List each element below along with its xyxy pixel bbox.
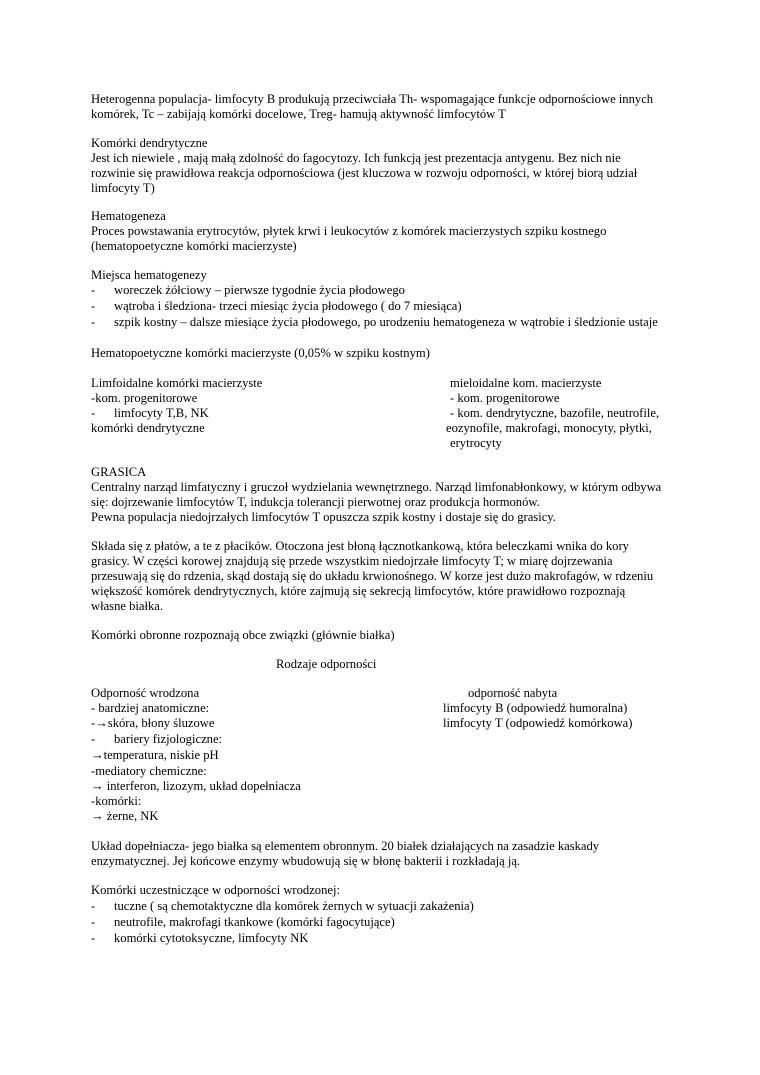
bullet-dash: - (91, 315, 96, 329)
thymus-p3: Komórki obronne rozpoznają obce związki (głównie białka) (91, 628, 395, 642)
immunity-title: Rodzaje odporności (276, 657, 377, 671)
complement-line-1: Układ dopełniacza- jego białka są elementem obronnym. 20 białek działających na zasadzie kaskady (91, 839, 600, 853)
stem-right-5: erytrocyty (450, 436, 502, 450)
innate-line-4-text: temperatura, niskie pH (103, 748, 219, 762)
innate-line-6 (91, 779, 301, 794)
stem-left-1: Limfoidalne komórki macierzyste (91, 376, 263, 390)
dendritic-line-1: Jest ich niewiele , mają małą zdolność do fagocytozy. Ich funkcją jest prezentacja antygenu. Bez nich nie (91, 151, 621, 165)
bullet-dash: - (91, 299, 96, 313)
sites-item-3: szpik kostny – dalsze miesiące życia płodowego, po urodzeniu hematogeneza w wątrobie i śledzionie ustaje (114, 315, 658, 329)
intro-line-2: komórek, Tc – zabijają komórki docelowe, Treg- hamują aktywność limfocytów T (91, 107, 506, 121)
stem-heading: Hematopoetyczne komórki macierzyste (0,05% w szpiku kostnym) (91, 346, 430, 360)
sites-heading: Miejsca hematogenezy (91, 268, 207, 282)
bullet-dash: - (91, 915, 96, 929)
acquired-line-1: limfocyty B (odpowiedź humoralna) (443, 701, 628, 715)
thymus-p1-line-3: Pewna populacja niedojrzałych limfocytów T opuszcza szpik kostny i dostaje się do grasicy. (91, 510, 556, 524)
innate-cells-item-1: tuczne ( są chemotaktyczne dla komórek żernych w sytuacji zakażenia) (114, 899, 474, 913)
stem-right-3: - kom. dendrytyczne, bazofile, neutrofile, (450, 406, 660, 420)
innate-line-3: bariery fizjologiczne: (114, 732, 223, 746)
bullet-dash: - (91, 283, 96, 297)
innate-cells-item-2: neutrofile, makrofagi tkankowe (komórki fagocytujące) (114, 915, 395, 929)
innate-cells-item-3: komórki cytotoksyczne, limfocyty NK (114, 931, 309, 945)
bullet-dash: - (91, 899, 96, 913)
arrow-icon: → (91, 748, 104, 762)
stem-left-3: limfocyty T,B, NK (114, 406, 209, 420)
dendritic-heading: Komórki dendrytyczne (91, 136, 208, 150)
stem-right-1: mieloidalne kom. macierzyste (450, 376, 602, 390)
arrow-icon: → (91, 779, 104, 793)
hematogenesis-line-1: Proces powstawania erytrocytów, płytek krwi i leukocytów z komórek macierzystych szpiku kostnego (91, 224, 607, 238)
hematogenesis-line-2: (hematopoetyczne komórki macierzyste) (91, 239, 297, 253)
intro-line-1: Heterogenna populacja- limfocyty B produkują przeciwciała Th- wspomagające funkcje odpornościowe innych (91, 92, 654, 106)
arrow-icon: -→ (91, 716, 108, 730)
bullet-dash: - (91, 732, 96, 746)
complement-line-2: enzymatycznej. Jej końcowe enzymy wbudowują się w błonę bakterii i rozkładają ją. (91, 854, 521, 868)
bullet-dash: - (91, 931, 96, 945)
thymus-p2-line-4: większość komórek dendrytycznych, które zajmują się sekrecją limfocytów, które prawidłowo rozpoznają (91, 584, 626, 598)
thymus-p2-line-5: własne białka. (91, 599, 164, 613)
stem-right-4: eozynofile, makrofagi, monocyty, płytki, (446, 421, 652, 435)
stem-right-2: - kom. progenitorowe (450, 391, 560, 405)
hematogenesis-heading: Hematogeneza (91, 209, 166, 223)
acquired-heading: odporność nabyta (468, 686, 558, 700)
sites-item-1: woreczek żółciowy – pierwsze tygodnie życia płodowego (114, 283, 405, 297)
thymus-p2-line-1: Składa się z płatów, a te z płacików. Otoczona jest błoną łącznotkankową, która beleczkami wnika do kory (91, 539, 629, 553)
dendritic-line-2: rozwinie się prawidłowa reakcja odpornościowa (jest kluczowa w rozwoju odporności, w której biorą udział (91, 166, 638, 180)
dendritic-line-3: limfocyty T) (91, 181, 155, 195)
innate-line-2-text: skóra, błony śluzowe (107, 716, 215, 730)
thymus-heading: GRASICA (91, 465, 147, 479)
sites-item-2: wątroba i śledziona- trzeci miesiąc życia płodowego ( do 7 miesiąca) (114, 299, 462, 313)
stem-left-4: komórki dendrytyczne (91, 421, 205, 435)
thymus-p2-line-3: przesuwają się do rdzenia, skąd dostają się do układu krwionośnego. W korze jest dużo makrofagów, w rdzeniu (91, 569, 654, 583)
thymus-p1-line-1: Centralny narząd limfatyczny i gruczoł wydzielania wewnętrznego. Narząd limfonabłonkowy, w którym odbywa (91, 480, 662, 494)
innate-line-7: -komórki: (91, 794, 142, 808)
innate-heading: Odporność wrodzona (91, 686, 200, 700)
innate-line-1: - bardziej anatomiczne: (91, 701, 210, 715)
innate-line-4 (91, 748, 219, 763)
thymus-p1-line-2: się: dojrzewanie limfocytów T, indukcja tolerancji pierwotnej oraz produkcja hormonów. (91, 495, 540, 509)
innate-line-2 (91, 716, 214, 731)
stem-left-2: -kom. progenitorowe (91, 391, 198, 405)
innate-line-8-text: żerne, NK (103, 809, 159, 823)
innate-line-5: -mediatory chemiczne: (91, 764, 207, 778)
innate-line-8 (91, 809, 159, 824)
bullet-dash: - (91, 406, 96, 420)
innate-line-6-text: interferon, lizozym, układ dopełniacza (103, 779, 301, 793)
innate-cells-heading: Komórki uczestniczące w odporności wrodzonej: (91, 883, 340, 897)
thymus-p2-line-2: grasicy. W części korowej znajdują się przede wszystkim niedojrzałe limfocyty T; w miarę dojrzewania (91, 554, 613, 568)
acquired-line-2: limfocyty T (odpowiedź komórkowa) (443, 716, 633, 730)
arrow-icon: → (91, 809, 104, 823)
